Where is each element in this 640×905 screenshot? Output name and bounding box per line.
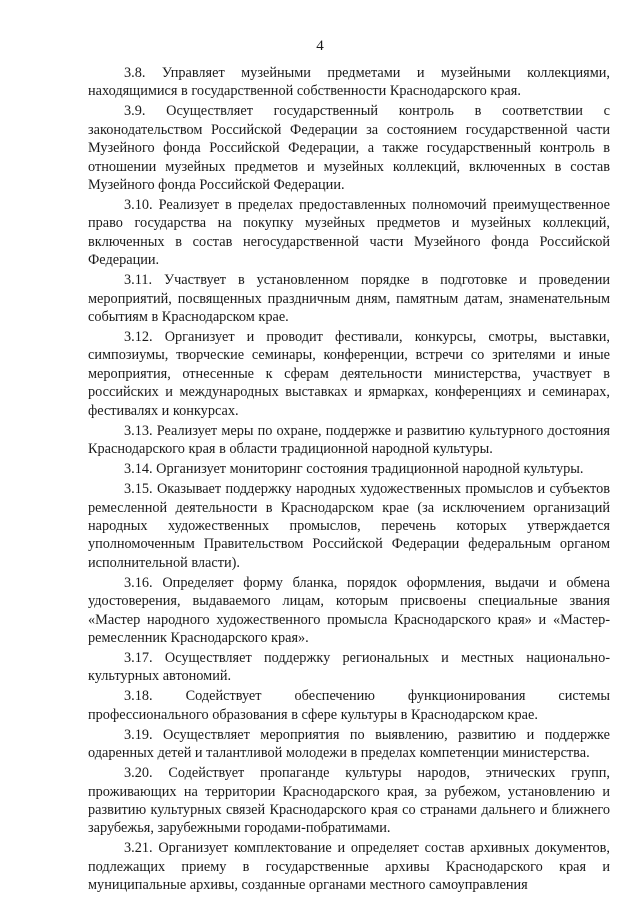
paragraph-3-11: 3.11. Участвует в установленном порядке в подготовке и проведении мероприятий, посвященных праздничным дням, памятным датам, знаменательным событиям в Краснодарском крае. bbox=[88, 272, 610, 326]
page-number: 4 bbox=[316, 38, 324, 54]
paragraph-3-10: 3.10. Реализует в пределах предоставленных полномочий преимущественное право государства на покупку музейных предметов и музейных коллекций, включенных в состав негосударственной части Музейного фонда Российской Федерации. bbox=[88, 197, 610, 269]
paragraph-3-21: 3.21. Организует комплектование и определяет состав архивных документов, подлежащих приему в государственные архивы Краснодарского края и муниципальные архивы, созданные органами местного самоуправления bbox=[88, 840, 610, 894]
paragraph-3-18: 3.18. Содействует обеспечению функционирования системы профессионального образования в сфере культуры в Краснодарском крае. bbox=[88, 688, 610, 723]
paragraph-3-13: 3.13. Реализует меры по охране, поддержке и развитию культурного достояния Краснодарского края в области традиционной народной культуры. bbox=[88, 422, 610, 458]
paragraph-3-16: 3.16. Определяет форму бланка, порядок оформления, выдачи и обмена удостоверения, выдаваемого лицам, которым присвоены специальные звания «Мастер народного художественного промысла Краснодарского края» и «Мастер-ремесленник Краснодарского края». bbox=[88, 574, 610, 646]
paragraph-3-9: 3.9. Осуществляет государственный контроль в соответствии с законодательством Российской Федерации за состоянием государственной части Музейного фонда Российской Федерации, а также государственный контроль в отношении музейных предметов и музейных коллекций, включенных в состав Музейного фонда Российской Федерации. bbox=[88, 103, 610, 194]
paragraph-3-14: 3.14. Организует мониторинг состояния традиционной народной культуры. bbox=[124, 461, 584, 478]
document-body bbox=[88, 64, 610, 896]
paragraph-3-17: 3.17. Осуществляет поддержку региональных и местных национально-культурных автономий. bbox=[88, 649, 610, 685]
paragraph-3-19: 3.19. Осуществляет мероприятия по выявлению, развитию и поддержке одаренных детей и талантливой молодежи в пределах компетенции министерства. bbox=[88, 726, 610, 762]
paragraph-3-8: 3.8. Управляет музейными предметами и музейными коллекциями, находящимися в государственной собственности Краснодарского края. bbox=[88, 65, 610, 100]
paragraph-3-15: 3.15. Оказывает поддержку народных художественных промыслов и субъектов ремесленной деятельности в Краснодарском крае (за исключением организаций народных художественных промыслов, перечень которых утверждается уполномоченным Правительством Российской Федерации федеральным органом исполнительной власти). bbox=[88, 481, 610, 571]
paragraph-3-20: 3.20. Содействует пропаганде культуры народов, этнических групп, проживающих на территории Краснодарского края, за рубежом, установлению и развитию культурных связей Краснодарского края со странами дальнего и ближнего зарубежья, зарубежными городами-побратимами. bbox=[88, 765, 610, 837]
paragraph-3-12: 3.12. Организует и проводит фестивали, конкурсы, смотры, выставки, симпозиумы, творческие семинары, конференции, встречи со зрителями и иные мероприятия, отнесенные к сферам деятельности министерства, участвует в российских и международных выставках и ярмарках, конференциях и семинарах, фестивалях и конкурсах. bbox=[88, 329, 610, 419]
